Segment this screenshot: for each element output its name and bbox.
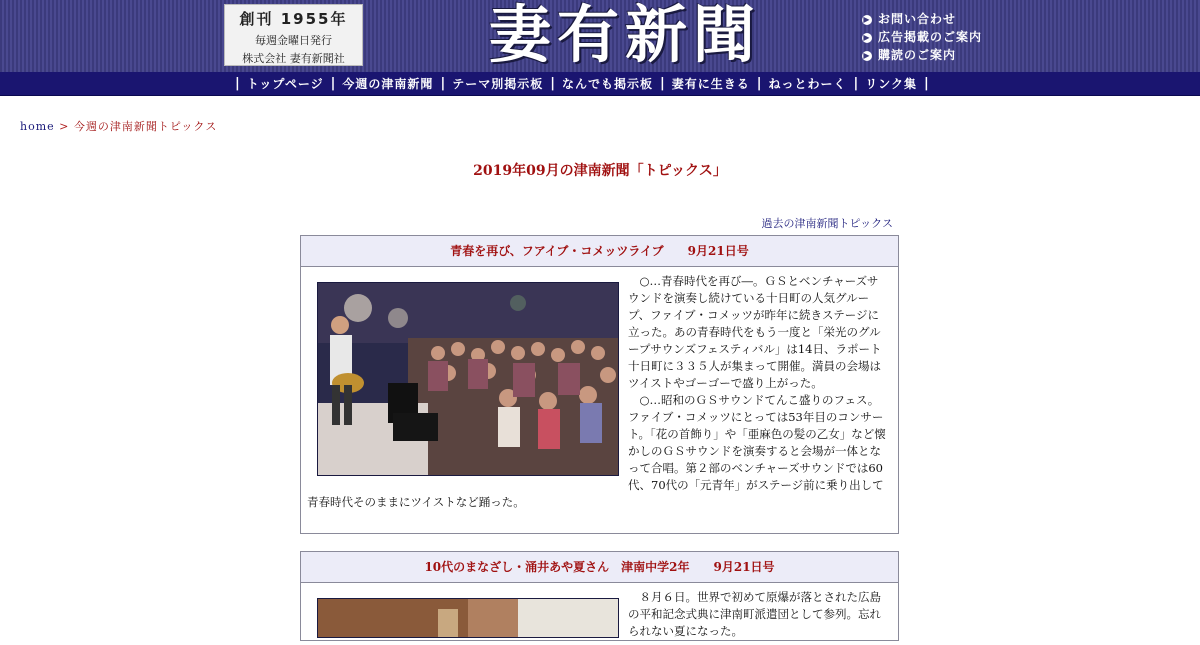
nav-network[interactable]: ねっとわーく <box>768 77 847 91</box>
article-card <box>300 551 899 641</box>
article-paragraph: ○…青春時代を再び―。ＧＳとベンチャーズサウンドを演奏し続けている十日町の人気グループ、ファイブ・コメッツが昨年に続きステージに立った。あの青春時代をもう一度と「栄光のグループサウンズフェスティバル」は14日、ラポート十日町に３３５人が集まって開催。満員の会場はツイストやゴーゴーで盛り上がった。 <box>628 274 882 390</box>
arrow-icon: ▶ <box>863 14 871 24</box>
arrow-icon: ▶ <box>863 32 871 42</box>
nav-top-page[interactable]: トップページ <box>246 77 324 91</box>
breadcrumb-current: 今週の津南新聞トピックス <box>73 120 218 133</box>
nav-separator: | <box>756 76 762 91</box>
subscribe-link-label: 購読のご案内 <box>878 48 957 62</box>
nav-separator: | <box>550 76 555 91</box>
nav-separator: | <box>330 76 336 91</box>
main-nav <box>228 72 936 95</box>
contact-link[interactable] <box>862 10 982 28</box>
concert-photo <box>317 282 619 476</box>
nav-free-board[interactable]: なんでも掲示板 <box>561 77 653 91</box>
article-title: 青春を再び、フアイブ・コメッツライブ 9月21日号 <box>301 236 898 267</box>
nav-bar <box>0 72 1200 96</box>
article-paragraph: ８月６日。世界で初めて原爆が落とされた広島の平和記念式典に津南町派遣団として参列。忘れられない夏になった。 <box>628 590 881 638</box>
contact-link-label: お問い合わせ <box>878 12 957 26</box>
breadcrumb-separator: > <box>59 120 70 133</box>
nav-theme-board[interactable]: テーマ別掲示板 <box>452 77 544 91</box>
article-paragraph: ○…昭和のＧＳサウンドてんこ盛りのフェス。ファイブ・コメッツにとっては53年目のコンサート。「花の首飾り」や「亜麻色の髪の乙女」など懐かしのＧＳサウンドを演奏すると会場が一体となって合唱。第２部のベンチャーズサウンドでは60代、70代の「元青年」がステージ前に乗り出して青春時代そのままにツイストなど踊った。 <box>307 393 886 509</box>
article-body <box>301 583 898 645</box>
nav-separator: | <box>235 76 240 91</box>
nav-living[interactable]: 妻有に生きる <box>671 77 750 91</box>
nav-this-week[interactable]: 今週の津南新聞 <box>342 77 434 91</box>
past-topics-link[interactable]: 過去の津南新聞トピックス <box>761 217 893 230</box>
page-title: 2019年09月の津南新聞「トピックス」 <box>473 163 727 179</box>
nav-links[interactable]: リンク集 <box>865 77 918 91</box>
company-name: 株式会社 妻有新聞社 <box>242 52 345 65</box>
breadcrumb-home[interactable]: home <box>20 120 55 133</box>
ad-info-link[interactable] <box>862 28 982 46</box>
header-banner <box>0 0 1200 72</box>
breadcrumb <box>20 118 217 134</box>
ad-info-link-label: 広告掲載のご案内 <box>878 30 983 44</box>
arrow-icon: ▶ <box>863 50 871 60</box>
header-links <box>862 10 982 64</box>
article-title: 10代のまなざし・涌井あや夏さん 津南中学2年 9月21日号 <box>301 552 898 583</box>
nav-separator: | <box>924 76 929 91</box>
subscribe-link[interactable] <box>862 46 982 64</box>
nav-separator: | <box>440 76 446 91</box>
nav-separator: | <box>659 76 665 91</box>
nav-separator: | <box>853 76 859 91</box>
founded-year: 創刊 1955年 <box>239 10 348 28</box>
student-photo <box>317 598 619 638</box>
article-body <box>301 267 898 516</box>
founded-badge <box>224 4 363 66</box>
article-card <box>300 235 899 534</box>
site-logo[interactable]: 妻有新聞 <box>488 0 761 71</box>
publish-day: 毎週金曜日発行 <box>255 34 332 47</box>
